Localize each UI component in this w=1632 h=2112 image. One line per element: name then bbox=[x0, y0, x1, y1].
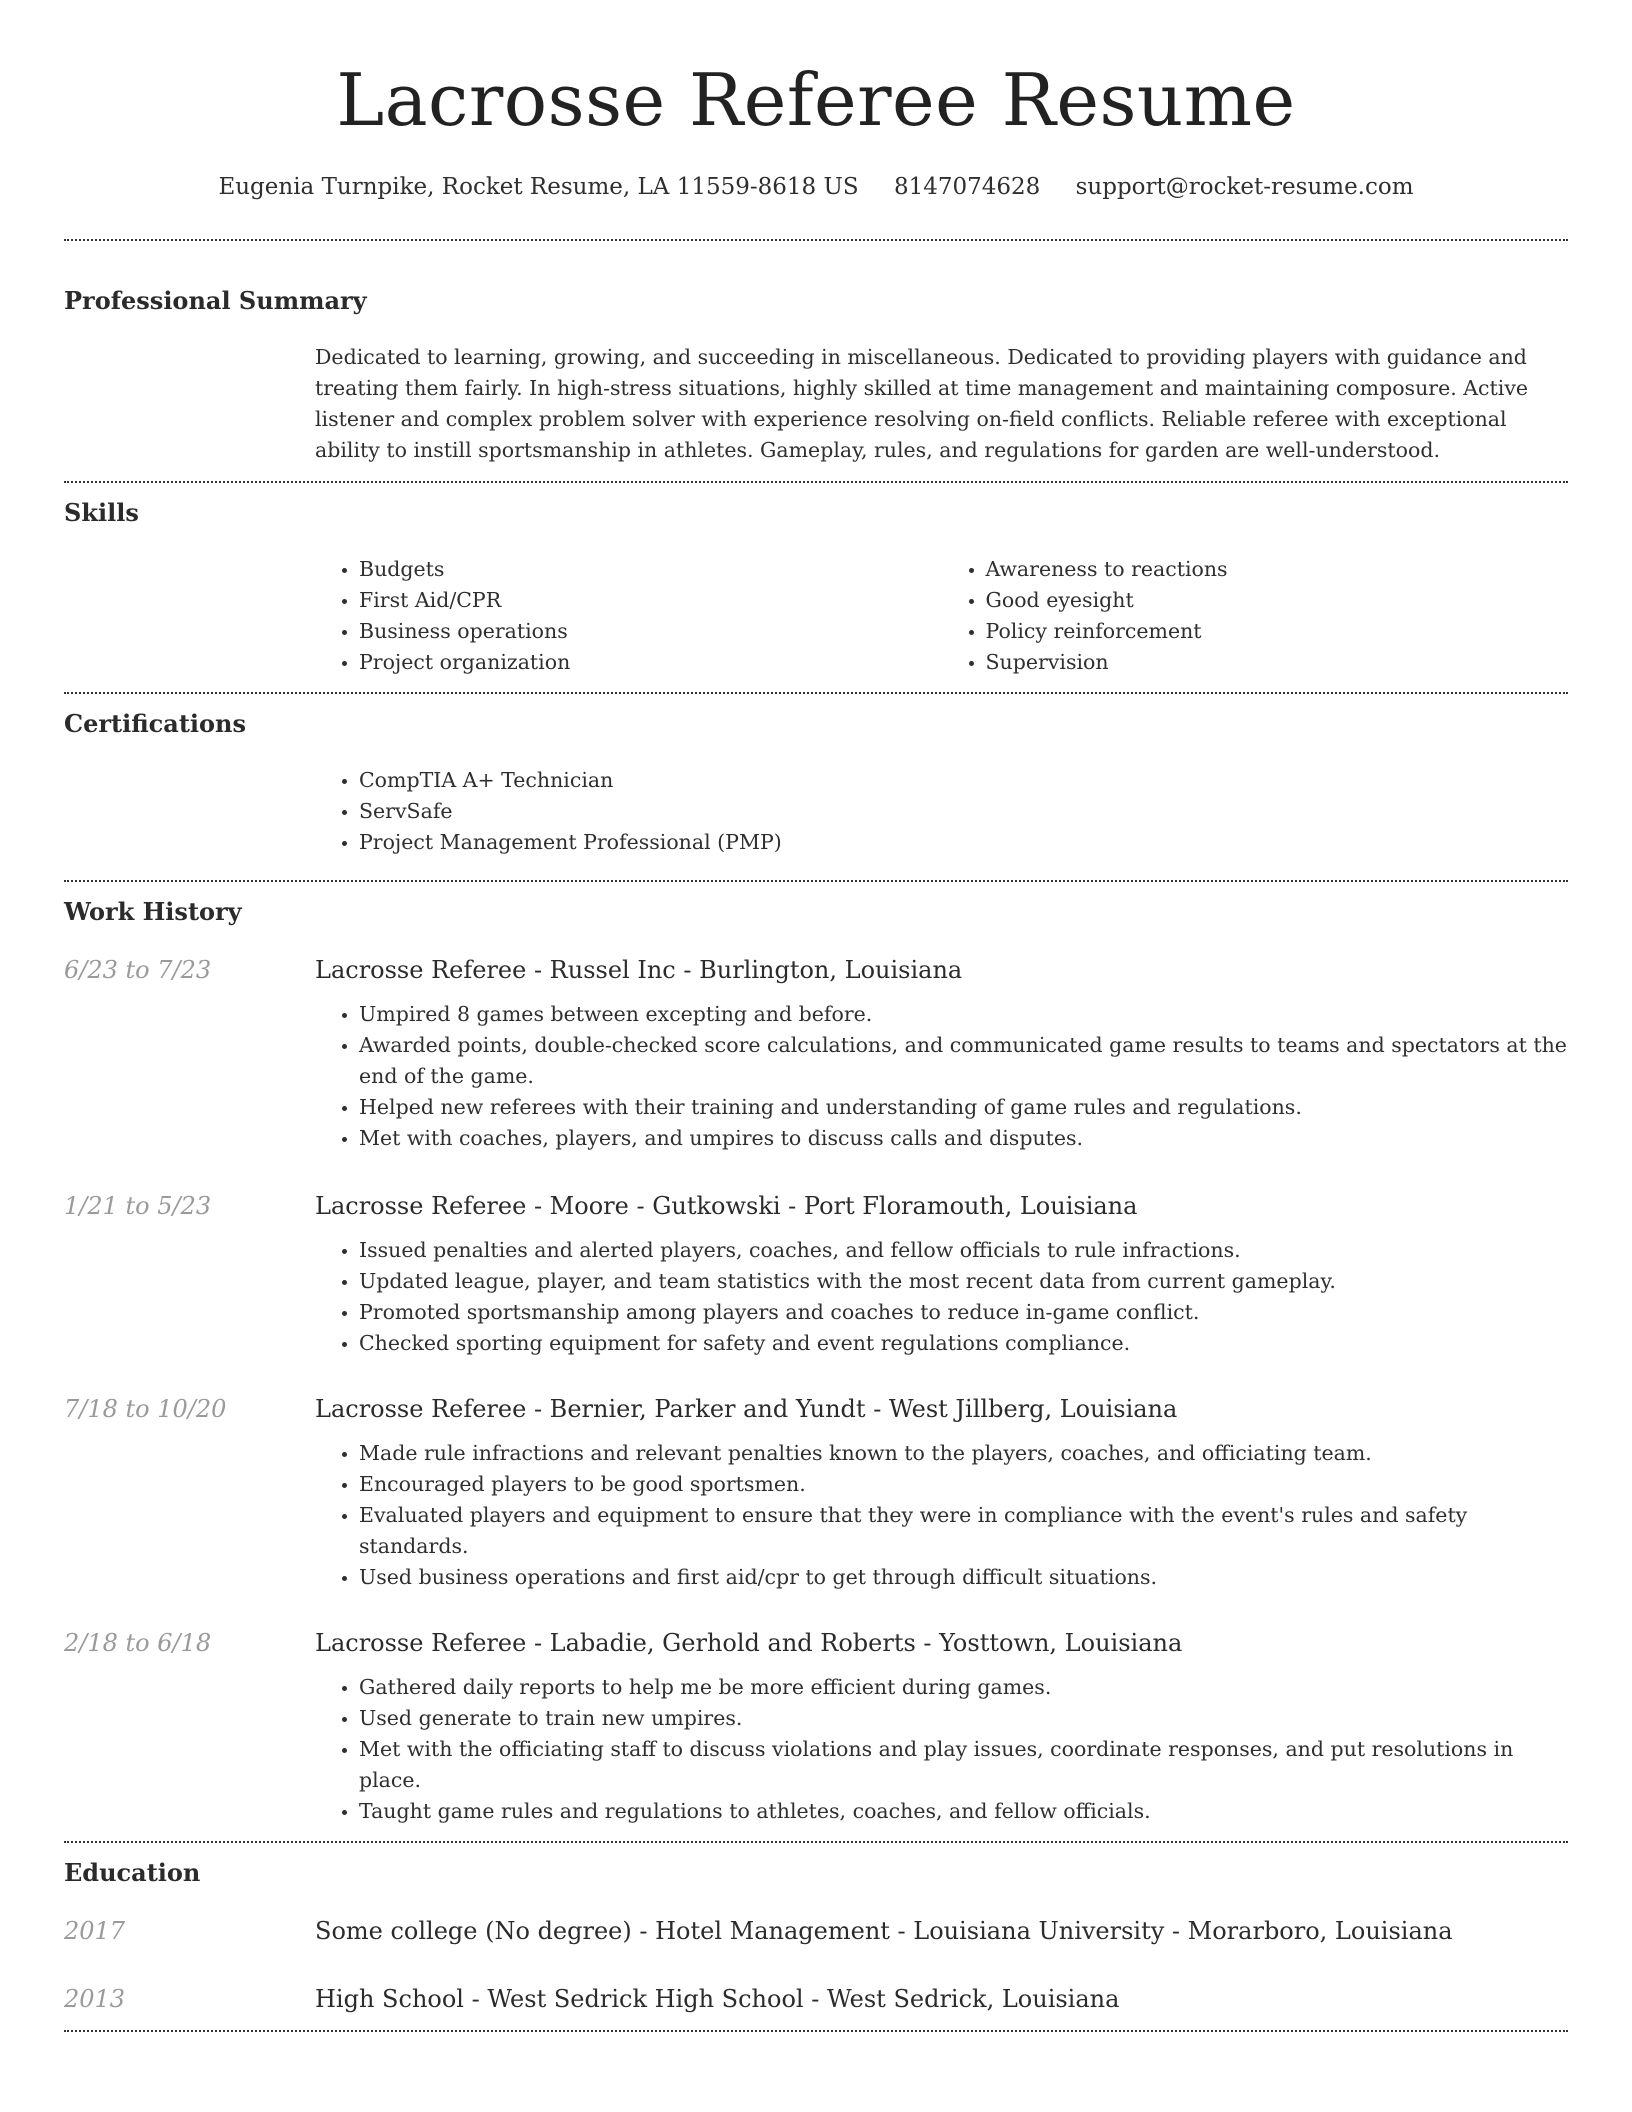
certifications-list-wrap bbox=[315, 765, 1568, 858]
skill-item: • Supervision bbox=[986, 647, 1569, 678]
certifications-heading: Certifications bbox=[64, 709, 247, 738]
job-bullets-wrap bbox=[315, 1235, 1568, 1359]
certification-item: • CompTIA A+ Technician bbox=[359, 765, 1568, 796]
skills-grid bbox=[315, 554, 1568, 678]
education-detail bbox=[315, 1914, 1453, 1948]
job-header bbox=[64, 953, 1568, 987]
skills-list-right bbox=[942, 554, 1569, 678]
skill-item: • Project organization bbox=[359, 647, 942, 678]
certifications-list bbox=[315, 765, 1568, 858]
job-bullets bbox=[315, 999, 1568, 1154]
education-field: Hotel Management bbox=[655, 1917, 890, 1945]
job-date: 6/23 to 7/23 bbox=[64, 956, 212, 984]
job-title: Lacrosse Referee - Labadie, Gerhold and Roberts - Yosttown, Louisiana bbox=[315, 1629, 1183, 1657]
job-title: Lacrosse Referee - Moore - Gutkowski - Port Floramouth, Louisiana bbox=[315, 1192, 1138, 1220]
work-history-heading: Work History bbox=[64, 897, 242, 926]
education-prefix: High School - West Sedrick High School - West Sedrick, Louisiana bbox=[315, 1985, 1120, 2013]
job-bullet: • Umpired 8 games between excepting and before. bbox=[359, 999, 1568, 1030]
page-title: Lacrosse Referee Resume bbox=[336, 58, 1296, 142]
job-bullet: • Awarded points, double-checked score calculations, and communicated game results to teams and spectators at the end of the game. bbox=[359, 1030, 1568, 1092]
job-bullet: • Met with the officiating staff to discuss violations and play issues, coordinate responses, and put resolutions in place. bbox=[359, 1734, 1568, 1796]
contact-phone: 8147074628 bbox=[893, 174, 1041, 200]
divider bbox=[64, 2030, 1568, 2032]
skill-item: • Good eyesight bbox=[986, 585, 1569, 616]
job-bullet: • Made rule infractions and relevant penalties known to the players, coaches, and officiating team. bbox=[359, 1438, 1568, 1469]
job-header bbox=[64, 1626, 1568, 1660]
contact-line bbox=[64, 170, 1568, 204]
skill-item: • Business operations bbox=[359, 616, 942, 647]
job-bullets-wrap bbox=[315, 999, 1568, 1154]
certifications-section bbox=[64, 694, 1568, 880]
job-bullets-wrap bbox=[315, 1672, 1568, 1827]
job-bullet: • Taught game rules and regulations to athletes, coaches, and fellow officials. bbox=[359, 1796, 1568, 1827]
job-bullet: • Used business operations and first aid/cpr to get through difficult situations. bbox=[359, 1562, 1568, 1593]
summary-section bbox=[64, 241, 1568, 481]
job-bullets bbox=[315, 1235, 1568, 1359]
job-bullet: • Gathered daily reports to help me be more efficient during games. bbox=[359, 1672, 1568, 1703]
job-entry bbox=[64, 953, 1568, 1154]
skills-heading: Skills bbox=[64, 498, 139, 527]
work-history-section bbox=[64, 882, 1568, 1841]
education-entry bbox=[64, 1982, 1568, 2016]
education-year: 2017 bbox=[64, 1917, 126, 1945]
job-bullet: • Evaluated players and equipment to ensure that they were in compliance with the event's rules and safety standards. bbox=[359, 1500, 1568, 1562]
job-bullets-wrap bbox=[315, 1438, 1568, 1593]
job-title: Lacrosse Referee - Russel Inc - Burlington, Louisiana bbox=[315, 956, 963, 984]
certification-item: • Project Management Professional (PMP) bbox=[359, 827, 1568, 858]
education-entry bbox=[64, 1914, 1568, 1948]
job-bullet: • Promoted sportsmanship among players and coaches to reduce in-game conflict. bbox=[359, 1297, 1568, 1328]
job-bullet: • Issued penalties and alerted players, coaches, and fellow officials to rule infractions. bbox=[359, 1235, 1568, 1266]
job-header bbox=[64, 1189, 1568, 1223]
education-detail bbox=[315, 1982, 1119, 2016]
education-year: 2013 bbox=[64, 1985, 126, 2013]
job-bullets bbox=[315, 1672, 1568, 1827]
job-bullet: • Checked sporting equipment for safety and event regulations compliance. bbox=[359, 1328, 1568, 1359]
summary-heading: Professional Summary bbox=[64, 286, 367, 315]
skill-item: • First Aid/CPR bbox=[359, 585, 942, 616]
skill-item: • Policy reinforcement bbox=[986, 616, 1569, 647]
job-header bbox=[64, 1392, 1568, 1426]
summary-text: Dedicated to learning, growing, and succeeding in miscellaneous. Dedicated to providing players with guidance and treating them fairly. In high-stress situations, highly skilled at time management and maintaining composure. Active listener and complex problem solver with experience resolving on-field conflicts. Reliable referee with exceptional ability to instill sportsmanship in athletes. Gameplay, rules, and regulations for garden are well-understood. bbox=[315, 345, 1529, 462]
job-date: 7/18 to 10/20 bbox=[64, 1395, 227, 1423]
job-bullets bbox=[315, 1438, 1568, 1593]
education-suffix: - Louisiana University - Morarboro, Louisiana bbox=[889, 1917, 1453, 1945]
job-bullet: • Encouraged players to be good sportsmen. bbox=[359, 1469, 1568, 1500]
skills-section bbox=[64, 483, 1568, 692]
job-bullet: • Helped new referees with their training and understanding of game rules and regulations. bbox=[359, 1092, 1568, 1123]
contact-email: support@rocket-resume.com bbox=[1075, 174, 1414, 200]
job-bullet: • Updated league, player, and team statistics with the most recent data from current gameplay. bbox=[359, 1266, 1568, 1297]
skill-item: • Awareness to reactions bbox=[986, 554, 1569, 585]
job-bullet: • Used generate to train new umpires. bbox=[359, 1703, 1568, 1734]
skills-list-left bbox=[315, 554, 942, 678]
education-section bbox=[64, 1843, 1568, 2030]
job-entry bbox=[64, 1392, 1568, 1593]
contact-address: Eugenia Turnpike, Rocket Resume, LA 11559-8618 US bbox=[218, 174, 859, 200]
skill-item: • Budgets bbox=[359, 554, 942, 585]
job-entry bbox=[64, 1626, 1568, 1827]
job-title: Lacrosse Referee - Bernier, Parker and Yundt - West Jillberg, Louisiana bbox=[315, 1395, 1178, 1423]
job-bullet: • Met with coaches, players, and umpires to discuss calls and disputes. bbox=[359, 1123, 1568, 1154]
education-heading: Education bbox=[64, 1858, 201, 1887]
education-prefix: Some college (No degree) - bbox=[315, 1917, 656, 1945]
job-date: 1/21 to 5/23 bbox=[64, 1192, 212, 1220]
job-entry bbox=[64, 1189, 1568, 1359]
certification-item: • ServSafe bbox=[359, 796, 1568, 827]
job-date: 2/18 to 6/18 bbox=[64, 1629, 212, 1657]
